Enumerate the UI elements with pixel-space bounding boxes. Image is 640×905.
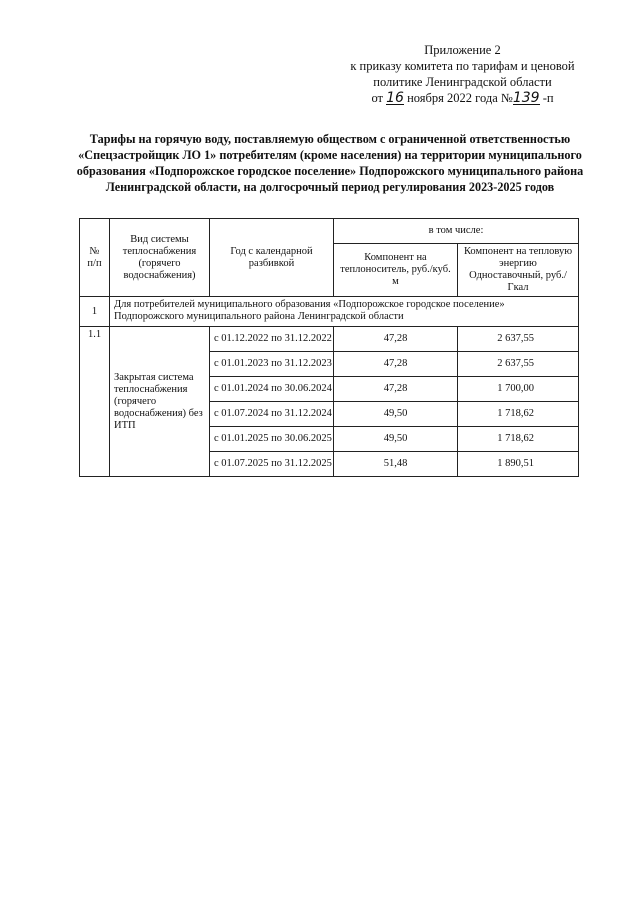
handwritten-day: 16 [386, 90, 404, 106]
row-period: с 01.12.2022 по 31.12.2022 [210, 327, 334, 352]
handwritten-order-number: 139 [512, 90, 540, 106]
date-suffix: -п [542, 91, 554, 105]
row-energy: 1 718,62 [458, 402, 579, 427]
row-carrier: 47,28 [334, 377, 458, 402]
group-num: 1 [80, 297, 110, 327]
row-period: с 01.07.2025 по 31.12.2025 [210, 452, 334, 477]
row-energy: 1 700,00 [458, 377, 579, 402]
header-component-carrier: Компонент на теплоноситель, руб./куб. м [334, 244, 458, 297]
row-carrier: 47,28 [334, 327, 458, 352]
group-row [80, 297, 579, 327]
header-system: Вид системы теплоснабжения (горячего водоснабжения) [110, 219, 210, 297]
appendix-header [340, 42, 585, 106]
appendix-date-line [340, 90, 585, 106]
row-period: с 01.07.2024 по 31.12.2024 [210, 402, 334, 427]
tariffs-table [79, 218, 579, 477]
row-period: с 01.01.2025 по 30.06.2025 [210, 427, 334, 452]
row-energy: 2 637,55 [458, 327, 579, 352]
row-carrier: 49,50 [334, 427, 458, 452]
row-energy: 2 637,55 [458, 352, 579, 377]
header-component-energy: Компонент на тепловую энергию Одноставочный, руб./Гкал [458, 244, 579, 297]
header-num: № п/п [80, 219, 110, 297]
header-year: Год с календарной разбивкой [210, 219, 334, 297]
date-middle: ноября 2022 года № [407, 91, 513, 105]
header-row-1 [80, 219, 579, 244]
row-carrier: 47,28 [334, 352, 458, 377]
row-carrier: 51,48 [334, 452, 458, 477]
appendix-committee-line: политике Ленинградской области [373, 75, 552, 89]
row-carrier: 49,50 [334, 402, 458, 427]
subgroup-num: 1.1 [80, 327, 110, 477]
date-prefix: от [371, 91, 384, 105]
row-period: с 01.01.2023 по 31.12.2023 [210, 352, 334, 377]
document-title: Тарифы на горячую воду, поставляемую обществом с ограниченной ответственностью «Спецзастройщик ЛО 1» потребителям (кроме населения) на территории муниципального образования «Подпорожское городское поселение» Подпорожского муниципального района Ленинградской области, на долгосрочный период регулирования 2023-2025 годов [76, 132, 584, 194]
header-including: в том числе: [334, 219, 579, 244]
group-label: Для потребителей муниципального образования «Подпорожское городское поселение» Подпорожского муниципального района Ленинградской области [110, 297, 579, 327]
subgroup-system: Закрытая система теплоснабжения (горячего водоснабжения) без ИТП [110, 327, 210, 477]
row-energy: 1 718,62 [458, 427, 579, 452]
appendix-title: Приложение 2 [424, 43, 501, 57]
appendix-order-line: к приказу комитета по тарифам и ценовой [350, 59, 575, 73]
table-row [80, 327, 579, 352]
row-energy: 1 890,51 [458, 452, 579, 477]
row-period: с 01.01.2024 по 30.06.2024 [210, 377, 334, 402]
